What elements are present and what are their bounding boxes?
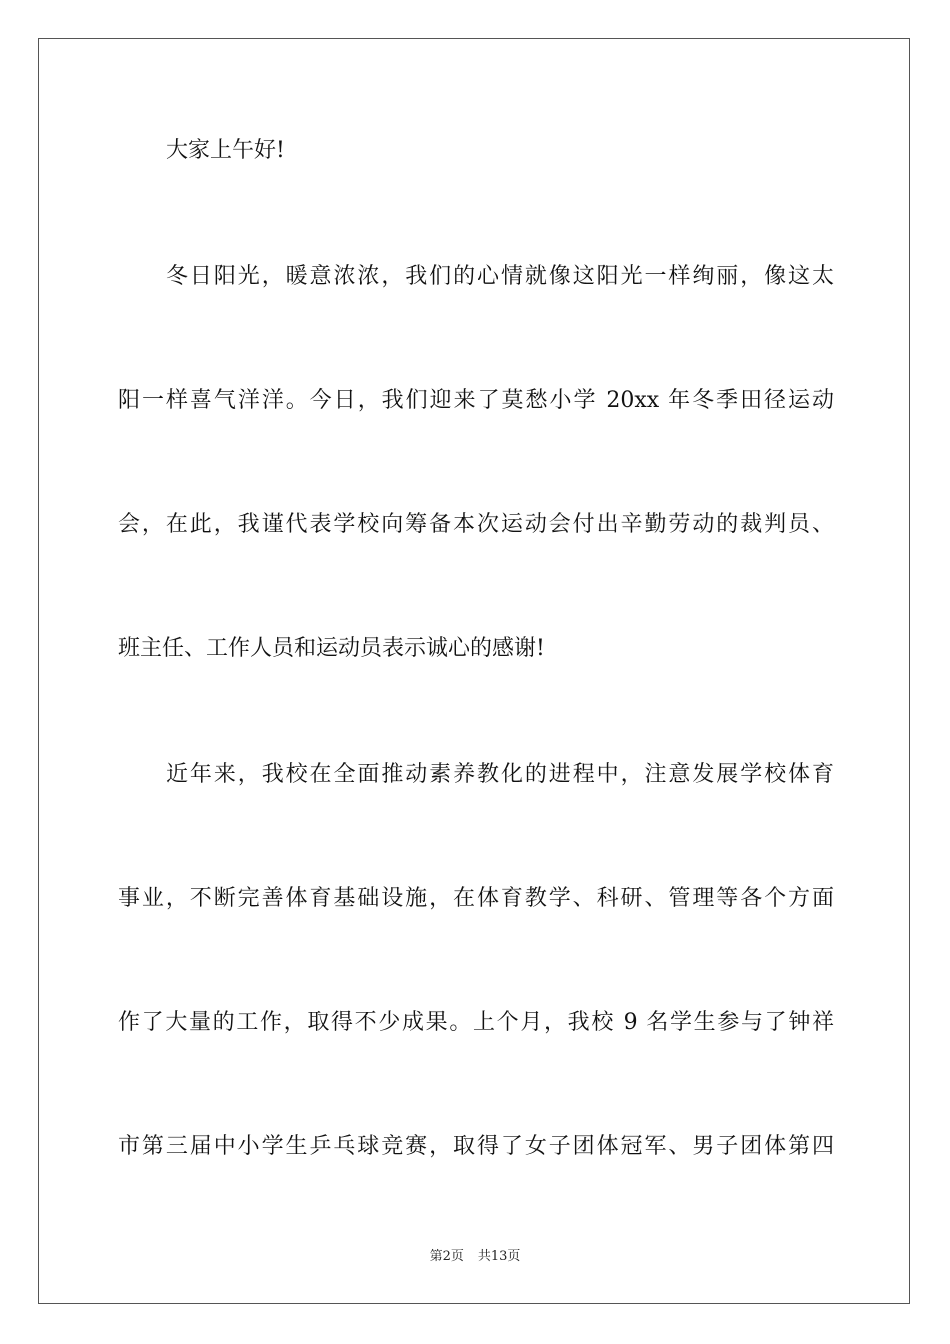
page-footer <box>0 1248 950 1266</box>
text-line: 冬日阳光，暖意浓浓，我们的心情就像这阳光一样绚丽，像这太 <box>166 264 834 289</box>
text-line: 班主任、工作人员和运动员表示诚心的感谢! <box>118 636 545 661</box>
page-number: 第2页 <box>429 1249 464 1264</box>
text-line: 事业，不断完善体育基础设施，在体育教学、科研、管理等各个方面 <box>118 886 834 911</box>
text-line: 市第三届中小学生乒乓球竞赛，取得了女子团体冠军、男子团体第四 <box>118 1134 834 1159</box>
text-line: 近年来，我校在全面推动素养教化的进程中，注意发展学校体育 <box>166 762 834 787</box>
text-line: 作了大量的工作，取得不少成果。上个月，我校 9 名学生参与了钟祥 <box>118 1010 834 1035</box>
text-line: 阳一样喜气洋洋。今日，我们迎来了莫愁小学 20xx 年冬季田径运动 <box>118 388 834 413</box>
text-line-greeting: 大家上午好! <box>166 138 285 163</box>
total-pages: 共13页 <box>477 1249 521 1264</box>
text-line: 会，在此，我谨代表学校向筹备本次运动会付出辛勤劳动的裁判员、 <box>118 512 834 537</box>
page-frame <box>38 38 910 1304</box>
